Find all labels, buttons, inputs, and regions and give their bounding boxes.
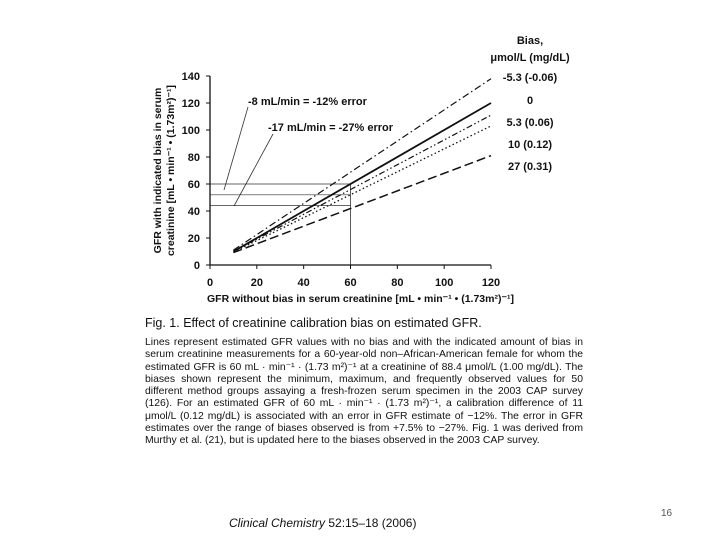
y-tick-label: 60 [187,179,200,191]
y-tick-label: 100 [181,125,200,137]
x-tick-label: 0 [206,277,214,289]
y-tick-label: 140 [181,71,200,83]
annotation-pointer-1 [224,107,248,190]
annotation-pointer-2 [234,134,273,206]
x-tick-label: 60 [344,277,357,289]
series-line-4 [233,156,491,253]
legend-entry-1: 0 [526,95,534,107]
x-tick-label: 100 [434,277,454,289]
x-tick-label: 120 [481,277,501,289]
series-line-3 [233,126,491,252]
x-axis-label: GFR without bias in serum creatinine [mL • min⁻¹ • (1.73m²)⁻¹] [206,293,515,305]
journal-name: Clinical Chemistry [229,516,326,530]
y-tick-label: 120 [181,98,200,110]
x-tick-label: 80 [391,277,404,289]
x-tick-label: 40 [297,277,310,289]
legend-entry-2: 5.3 (0.06) [506,117,554,129]
y-tick-label: 40 [187,206,200,218]
x-tick-label: 20 [250,277,263,289]
legend-entry-4: 27 (0.31) [507,161,553,173]
citation-details: 52:15–18 (2006) [325,516,417,530]
figure-description: Lines represent estimated GFR values with no bias and with the indicated amount of bias in serum creatinine measurements for a 60-year-old non–African-American female for whom the estimated GFR is 60 mL · min⁻¹ · (1.73 m²)⁻¹ at a creatinine of 88.4 μmol/L (1.00 mg/dL). The biases shown represent the minimum, maximum, and frequently observed values for 50 different method groups assaying a fresh-frozen serum specimen in the 2003 CAP survey (126). For an estimated GFR of 60 mL · min⁻¹ · (1.73 m²)⁻¹, a calibration difference of 11 μmol/L (0.12 mg/dL) is associated with an error in GFR estimate of −12%. The error in GFR estimates over the range of biases observed is from +7.5% to −27%. Fig. 1 was derived from Murthy et al. (21), but is updated here to the biases observed in the 2003 CAP survey. [145,337,583,447]
y-tick-label: 20 [187,233,200,245]
annotation-27pct: -17 mL/min = -27% error [268,122,394,134]
y-tick-label: 80 [187,152,200,164]
annotation-12pct: -8 mL/min = -12% error [248,96,367,108]
figure-caption [145,316,583,448]
legend-entry-3: 10 (0.12) [507,139,553,151]
annotations [224,96,394,206]
y-axis-label-line1: GFR with indicated bias in serum [152,87,164,254]
legend [490,35,570,173]
figure-title: Fig. 1. Effect of creatinine calibration bias on estimated GFR. [145,316,482,330]
legend-entry-0: -5.3 (-0.06) [502,72,558,84]
axes [152,76,514,305]
y-axis-label-line2: creatinine [mL • min⁻¹ • (1.73m²)⁻¹] [165,84,177,257]
footer-citation [229,516,416,530]
page-number: 16 [661,508,673,519]
y-tick-label: 0 [193,260,200,272]
legend-title-line1: Bias, [516,35,544,47]
legend-title-line2: μmol/L (mg/dL) [490,52,570,64]
